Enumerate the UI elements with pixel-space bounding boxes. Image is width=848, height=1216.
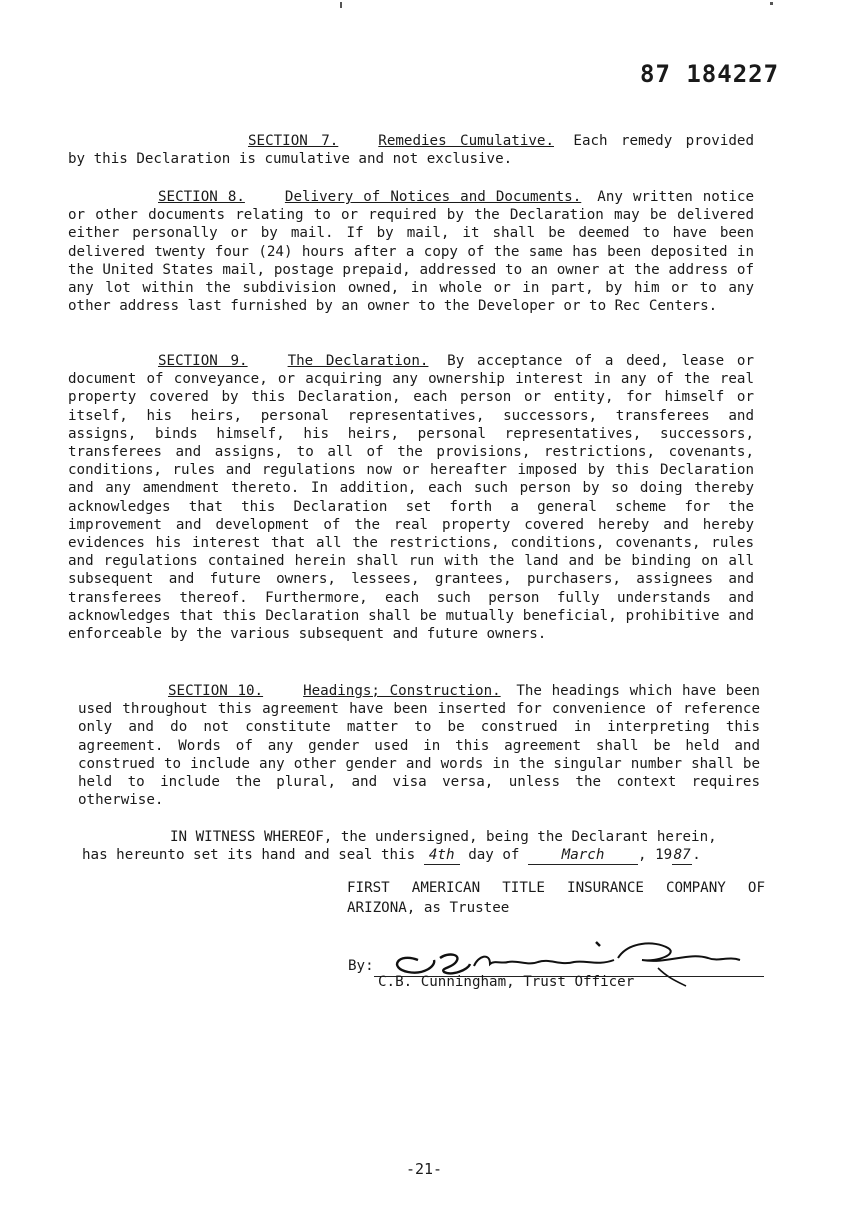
section-heading: SECTION 10.	[168, 683, 264, 699]
witness-text: , 19	[638, 847, 673, 864]
scan-mark	[340, 2, 342, 8]
section-body: Any written notice or other documents relating to or required by the Declaration may be delivered either personally or by mail. If by mail, it shall be deemed to have been delivered twenty four (24) hours after a copy of the same has been deposited in the United States mail, postage prepaid, addressed to an owner at the address of any lot within the subdivision owned, in whole or in part, by him or to any other address last furnished by an owner to the Developer or to Rec Centers.	[68, 189, 755, 315]
section-body: Each remedy provided by this Declaration is cumulative and not exclusive.	[68, 133, 754, 168]
year-field: 87	[672, 846, 692, 865]
trustee-line-1: FIRST AMERICAN TITLE INSURANCE COMPANY OF	[347, 880, 765, 896]
section-title: Delivery of Notices and Documents.	[284, 189, 582, 205]
scan-mark	[770, 2, 773, 5]
officer-name: C.B. Cunningham, Trust Officer	[378, 974, 635, 990]
section-body: By acceptance of a deed, lease or document of conveyance, or acquiring any ownership interest in any of the real property covered by this Declaration, each person or entity, for himself or itself, his heirs, personal representatives, successors, transferees and assigns, binds himself, his heirs, personal representatives, successors, transferees and assigns, to all of the provisions, restrictions, covenants, conditions, rules and regulations now or hereafter imposed by this Declaration and any amendment thereto. In addition, each such person by so doing thereby acknowledges that this Declaration set forth a general scheme for the improvement and development of the real property covered hereby and hereby evidences his interest that all the restrictions, conditions, covenants, rules and regulations contained herein shall run with the land and be binding on all subsequent and future owners, lessees, grantees, purchasers, assignees and transferees thereof. Furthermore, each such person fully understands and acknowledges that this Declaration shall be mutually beneficial, prohibitive and enforceable by the various subsequent and future owners.	[68, 353, 755, 643]
section-8	[68, 188, 754, 315]
witness-text: has hereunto set its hand and seal this	[82, 847, 416, 864]
section-body: The headings which have been used throughout this agreement have been inserted for convenience of reference only and do not constitute matter to be construed in interpreting this agreement. Words of any gender used in this agreement shall be held and construed to include any other gender and words in the singular number shall be held to include the plural, and visa versa, unless the context requires otherwise.	[78, 683, 760, 809]
section-7	[68, 132, 754, 168]
section-title: The Declaration.	[287, 353, 429, 369]
by-label: By:	[348, 958, 374, 974]
section-heading: SECTION 7.	[248, 133, 339, 149]
section-heading: SECTION 9.	[158, 353, 248, 369]
witness-line-1: IN WITNESS WHEREOF, the undersigned, being the Declarant herein,	[170, 829, 717, 845]
trustee-line-2: ARIZONA, as Trustee	[347, 900, 510, 916]
section-10	[78, 682, 760, 809]
page-number: -21-	[405, 1160, 443, 1178]
section-9	[68, 352, 754, 643]
witness-text: .	[692, 847, 701, 864]
section-heading: SECTION 8.	[158, 189, 245, 205]
signature-row	[348, 938, 768, 998]
section-title: Remedies Cumulative.	[378, 133, 554, 149]
day-field: 4th	[424, 846, 460, 865]
trustee-block	[347, 878, 777, 918]
witness-line-2	[82, 846, 772, 865]
recording-number: 87 184227	[640, 60, 780, 88]
section-title: Headings; Construction.	[303, 683, 501, 699]
month-field: March	[528, 846, 638, 865]
witness-clause	[82, 828, 772, 865]
witness-text: day of	[468, 847, 520, 864]
